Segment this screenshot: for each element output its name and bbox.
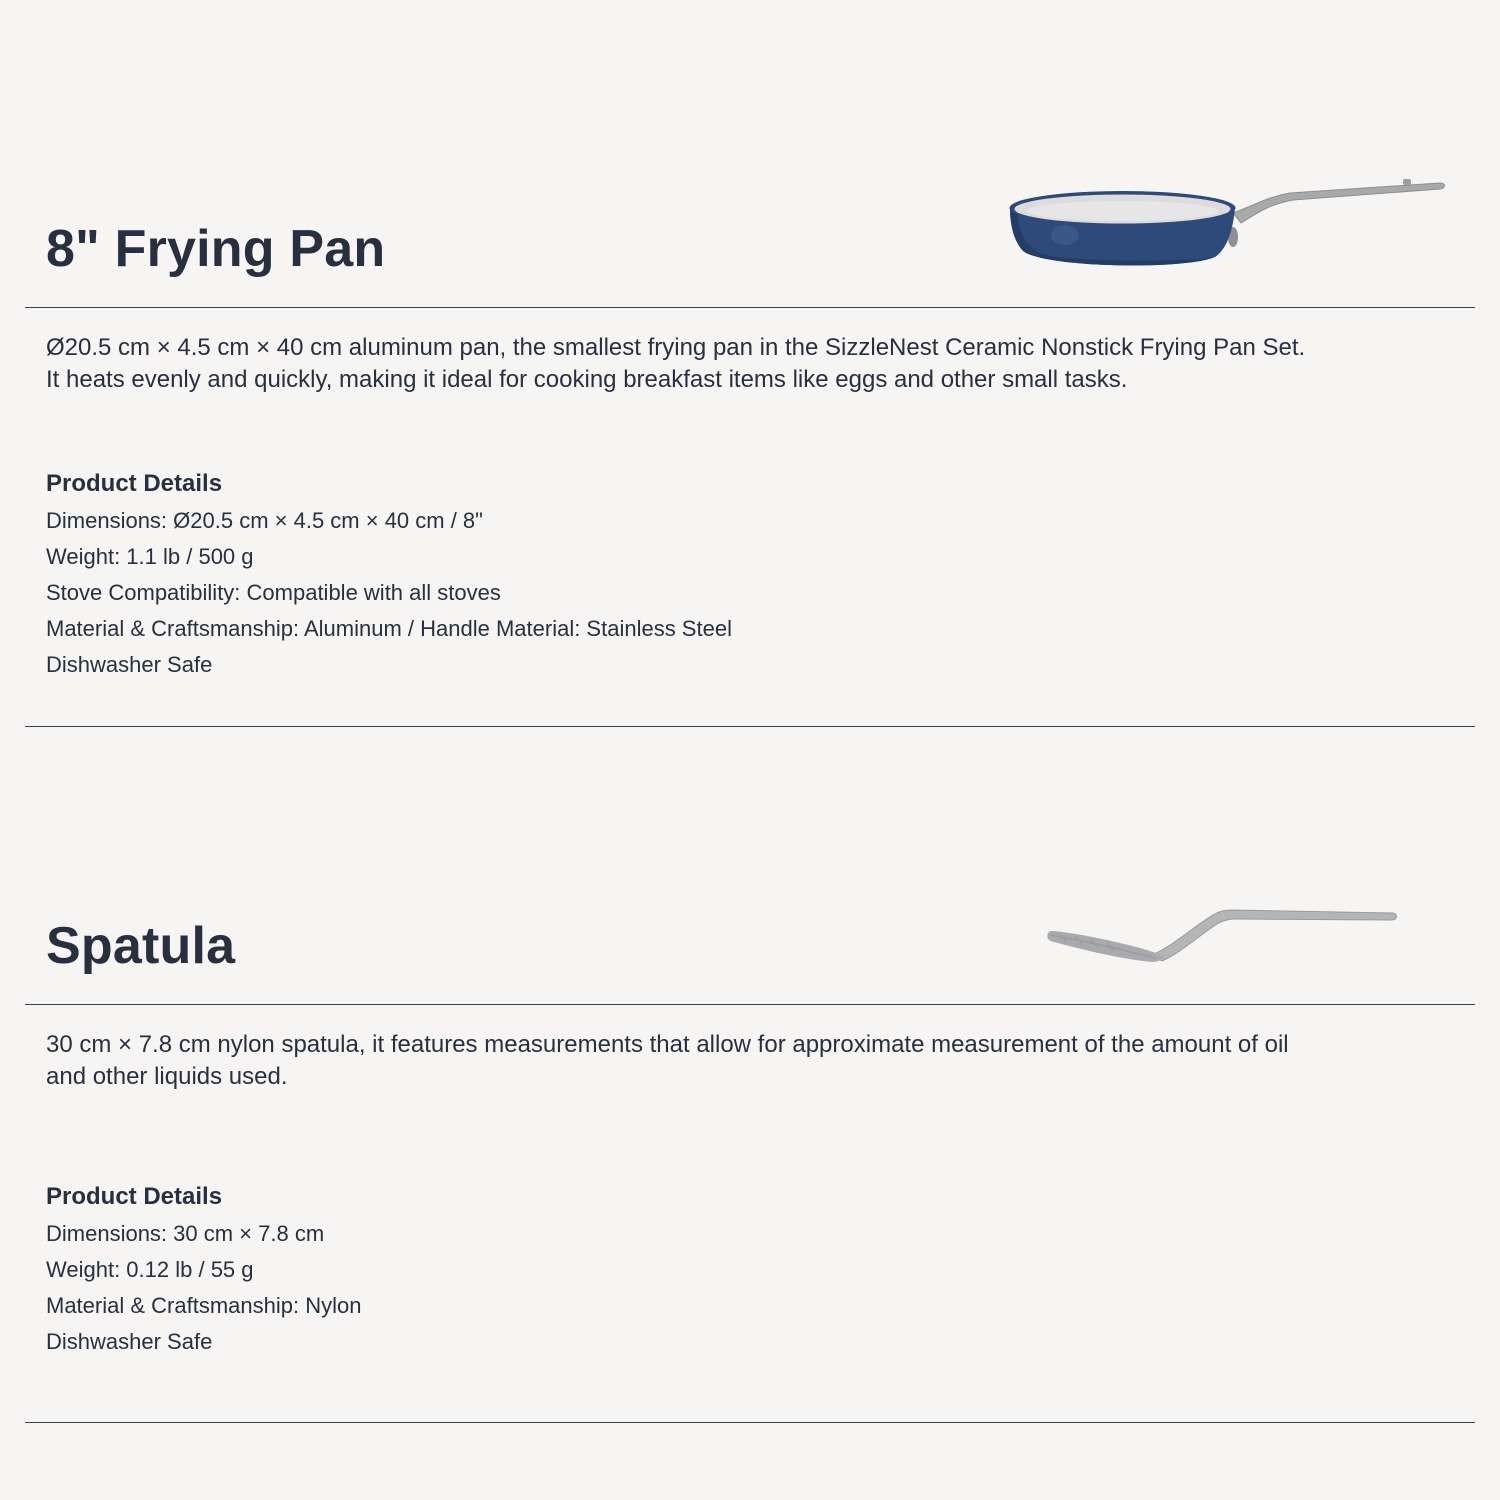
section-divider bbox=[25, 307, 1475, 308]
spatula-image bbox=[1040, 905, 1400, 967]
product-description: 30 cm × 7.8 cm nylon spatula, it features measurements that allow for approximate measurement of the amount of oil and other liquids used. bbox=[46, 1031, 1289, 1090]
section-divider bbox=[25, 1422, 1475, 1423]
detail-weight: Weight: 1.1 lb / 500 g bbox=[46, 544, 254, 569]
detail-dimensions: Dimensions: 30 cm × 7.8 cm bbox=[46, 1221, 325, 1246]
product-title: 8" Frying Pan bbox=[46, 220, 386, 278]
product-details-list bbox=[46, 503, 732, 683]
product-description: Ø20.5 cm × 4.5 cm × 40 cm aluminum pan, the smallest frying pan in the SizzleNest Ceramic Nonstick Frying Pan Set. It heats evenly and quickly, making it ideal for cooking breakfast items like eggs and other small tasks. bbox=[46, 334, 1306, 393]
product-details-heading: Product Details bbox=[46, 470, 223, 497]
section-divider bbox=[25, 726, 1475, 727]
detail-weight: Weight: 0.12 lb / 55 g bbox=[46, 1257, 254, 1282]
product-title: Spatula bbox=[46, 917, 236, 975]
detail-stove-compatibility: Stove Compatibility: Compatible with all stoves bbox=[46, 580, 501, 605]
frying-pan-image bbox=[1005, 175, 1450, 275]
detail-dimensions: Dimensions: Ø20.5 cm × 4.5 cm × 40 cm / 8" bbox=[46, 508, 483, 533]
detail-material: Material & Craftsmanship: Aluminum / Handle Material: Stainless Steel bbox=[46, 616, 732, 641]
detail-dishwasher-safe: Dishwasher Safe bbox=[46, 652, 213, 677]
product-details-heading: Product Details bbox=[46, 1183, 223, 1210]
detail-dishwasher-safe: Dishwasher Safe bbox=[46, 1329, 213, 1354]
product-details-list bbox=[46, 1216, 361, 1360]
detail-material: Material & Craftsmanship: Nylon bbox=[46, 1293, 362, 1318]
section-divider bbox=[25, 1004, 1475, 1005]
